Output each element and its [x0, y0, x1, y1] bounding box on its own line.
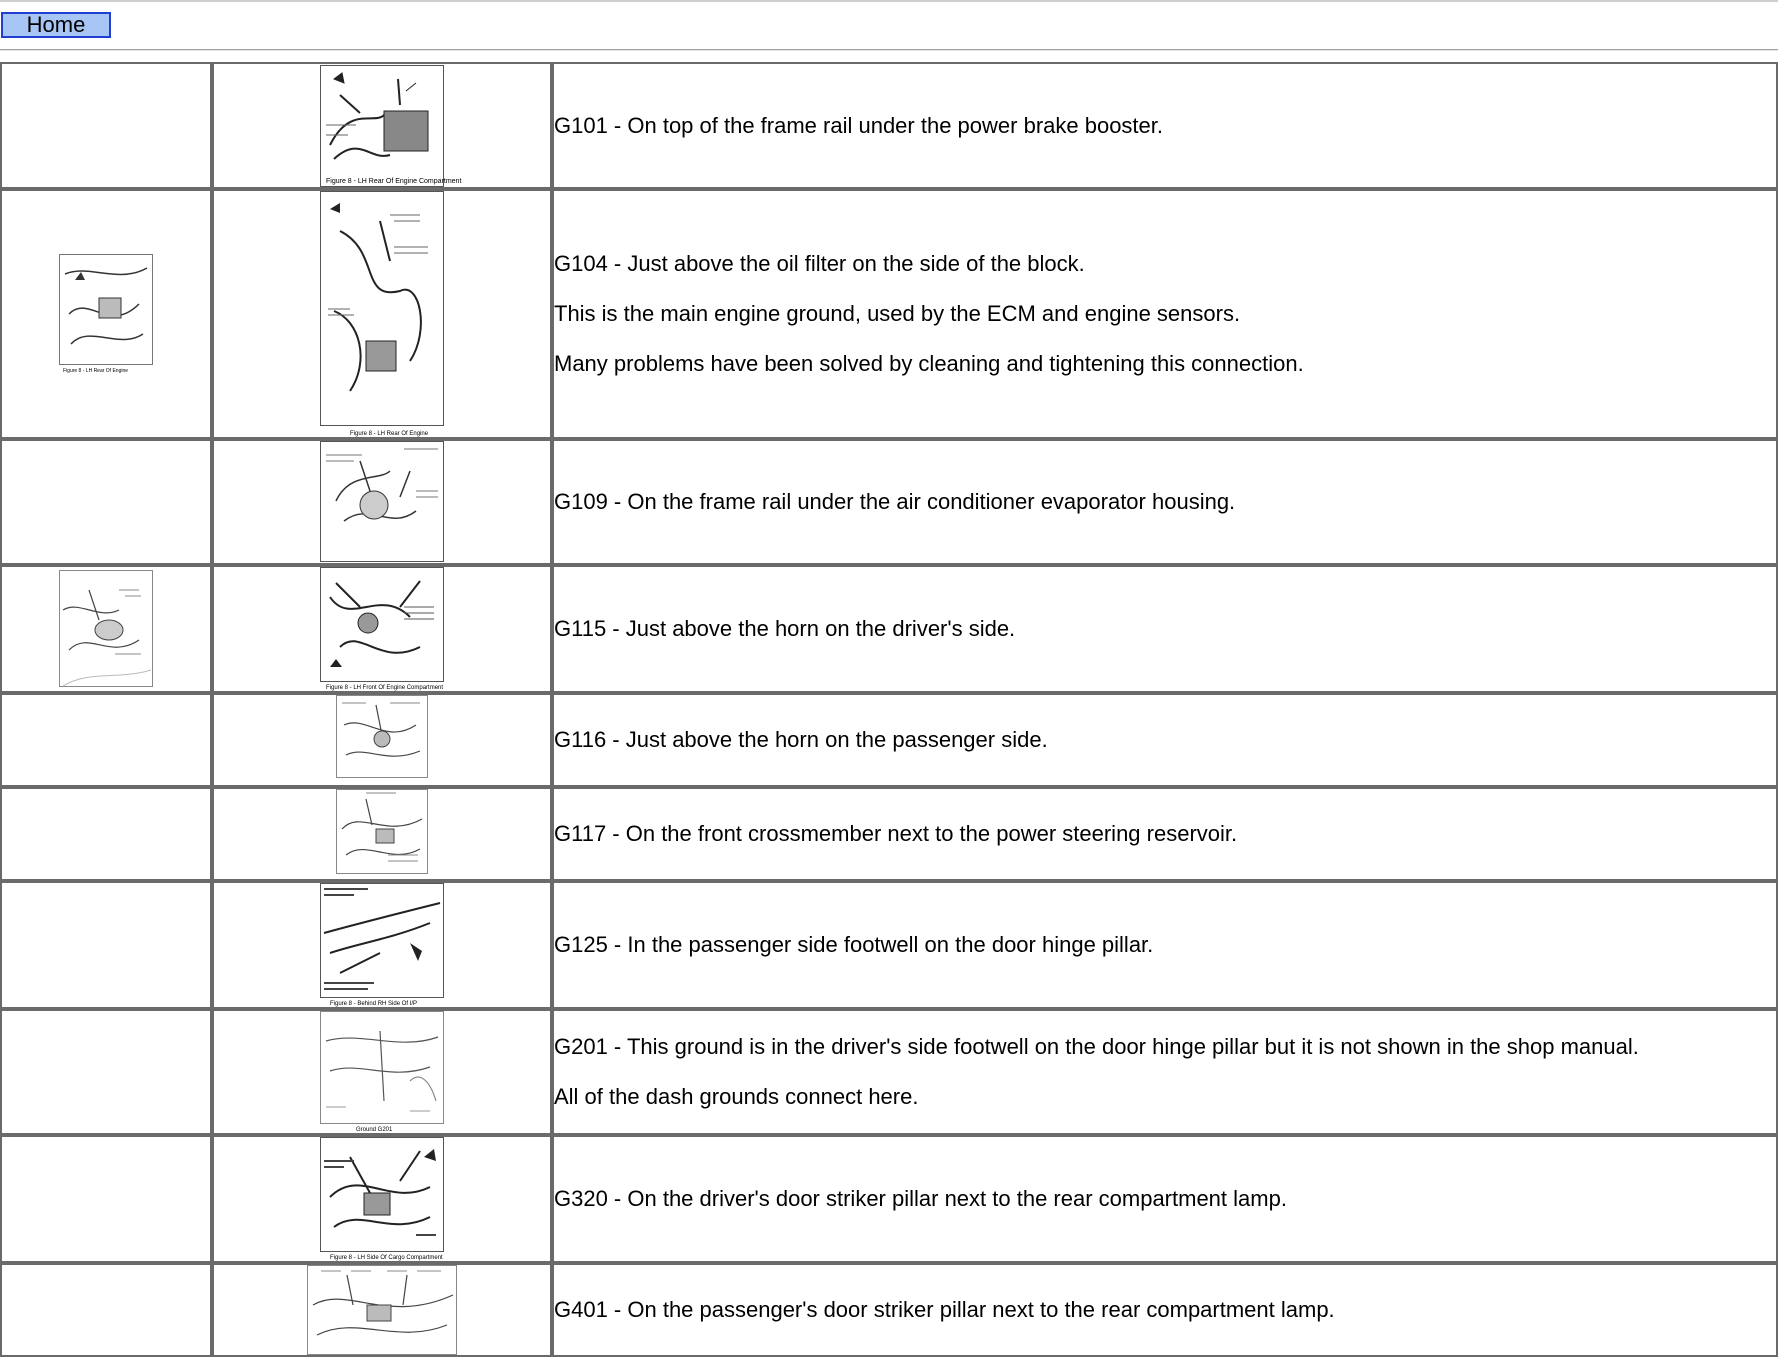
table-row [0, 787, 1778, 881]
ground-location-text: G401 - On the passenger's door striker pillar next to the rear compartment lamp. [554, 1297, 1335, 1322]
grounds-table-body [0, 62, 1778, 1357]
figure-cell [212, 565, 552, 693]
footwell-diagram-icon[interactable] [320, 1011, 444, 1133]
figure-caption: Figure 8 - LH Side Of Cargo Compartment [330, 1255, 443, 1261]
thumb-cell [0, 787, 212, 881]
engine-diagram-icon[interactable] [320, 567, 444, 691]
ground-description [552, 787, 1778, 881]
thumb-cell [0, 439, 212, 565]
thumb-cell [0, 693, 212, 787]
figure-cell [212, 1135, 552, 1263]
ground-description [552, 881, 1778, 1009]
figure-cell [212, 62, 552, 189]
thumb-cell [0, 1135, 212, 1263]
table-row [0, 565, 1778, 693]
ground-location-text: G125 - In the passenger side footwell on the door hinge pillar. [554, 932, 1154, 957]
figure-cell [212, 787, 552, 881]
home-button[interactable]: Home [1, 12, 111, 38]
top-border [0, 0, 1778, 2]
table-row [0, 1263, 1778, 1357]
horn-thumbnail-icon[interactable] [59, 570, 153, 688]
figure-caption: Ground G201 [356, 1127, 393, 1133]
engine-diagram-icon[interactable] [336, 789, 428, 879]
engine-diagram-icon[interactable] [320, 441, 444, 563]
ground-description [552, 1263, 1778, 1357]
thumb-cell [0, 565, 212, 693]
ground-description [552, 565, 1778, 693]
horizontal-rule [0, 49, 1778, 51]
ground-note-text: All of the dash grounds connect here. [554, 1084, 919, 1109]
ground-note-text: This is the main engine ground, used by the ECM and engine sensors. [554, 301, 1241, 326]
ground-location-text: G201 - This ground is in the driver's side footwell on the door hinge pillar but it is not shown in the shop manual. [554, 1034, 1639, 1059]
ground-location-text: G115 - Just above the horn on the driver's side. [554, 616, 1016, 641]
table-row [0, 1009, 1778, 1135]
ground-location-text: G320 - On the driver's door striker pillar next to the rear compartment lamp. [554, 1186, 1287, 1211]
ground-description [552, 693, 1778, 787]
ground-description [552, 189, 1778, 439]
ground-location-text: G109 - On the frame rail under the air conditioner evaporator housing. [554, 489, 1236, 514]
table-row [0, 1135, 1778, 1263]
ground-location-text: G116 - Just above the horn on the passenger side. [554, 727, 1048, 752]
grounds-table [0, 62, 1778, 1357]
table-row [0, 881, 1778, 1009]
figure-cell [212, 1009, 552, 1135]
figure-caption: Figure 8 - LH Rear Of Engine [350, 431, 429, 437]
engine-diagram-icon[interactable] [320, 65, 462, 187]
ground-location-text: G101 - On top of the frame rail under the power brake booster. [554, 112, 1164, 138]
cargo-diagram-icon[interactable] [307, 1265, 457, 1355]
ground-description [552, 1009, 1778, 1135]
figure-cell [212, 693, 552, 787]
figure-cell [212, 439, 552, 565]
table-row [0, 62, 1778, 189]
thumb-cell [0, 189, 212, 439]
footwell-diagram-icon[interactable] [320, 883, 444, 1007]
figure-caption: Figure 8 - LH Front Of Engine Compartment [326, 685, 444, 691]
figure-cell [212, 881, 552, 1009]
figure-cell [212, 189, 552, 439]
figure-cell [212, 1263, 552, 1357]
thumb-cell [0, 62, 212, 189]
ground-location-text: G117 - On the front crossmember next to the power steering reservoir. [554, 821, 1238, 846]
ground-description [552, 1135, 1778, 1263]
ground-location-text: G104 - Just above the oil filter on the side of the block. [554, 251, 1085, 276]
table-row [0, 693, 1778, 787]
figure-caption: Figure 8 - Behind RH Side Of I/P [330, 1001, 418, 1007]
ground-description [552, 439, 1778, 565]
ground-note-text: Many problems have been solved by cleaning and tightening this connection. [554, 351, 1304, 376]
thumbnail-caption: Figure 8 - LH Rear Of Engine [63, 368, 129, 374]
thumb-cell [0, 1009, 212, 1135]
engine-diagram-icon[interactable] [336, 695, 428, 785]
engine-diagram-icon[interactable] [320, 191, 444, 437]
figure-caption: Figure 8 - LH Rear Of Engine Compartment [326, 177, 462, 185]
thumb-cell [0, 881, 212, 1009]
cargo-diagram-icon[interactable] [320, 1137, 444, 1261]
table-row [0, 439, 1778, 565]
ground-description [552, 62, 1778, 189]
engine-thumbnail-icon[interactable] [59, 254, 153, 374]
table-row [0, 189, 1778, 439]
thumb-cell [0, 1263, 212, 1357]
